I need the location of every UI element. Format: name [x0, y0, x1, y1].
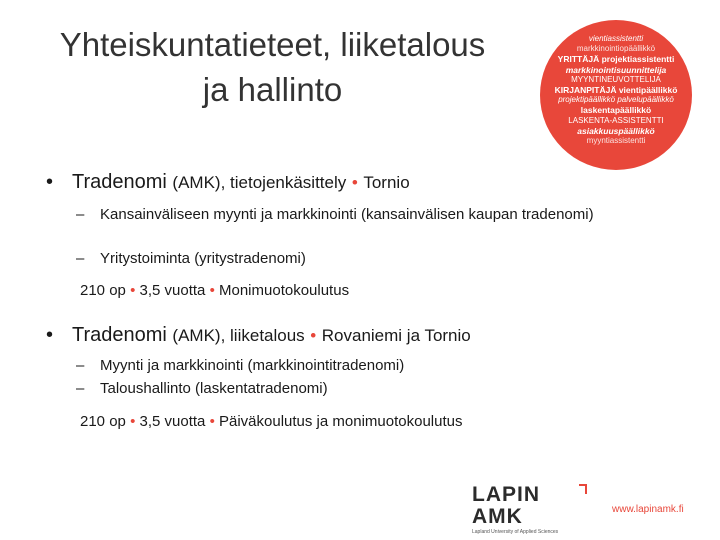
separator-dot: • — [130, 413, 136, 430]
separator-dot: • — [310, 326, 317, 345]
program-2-item-2 — [76, 378, 616, 399]
degree-field: (AMK), liiketalous — [172, 326, 305, 345]
item-text: Kansainväliseen myynti ja markkinointi (kansainvälisen kaupan tradenomi) — [100, 206, 594, 223]
program-1-info — [80, 281, 349, 301]
degree-field: (AMK), tietojenkäsittely — [172, 173, 347, 192]
item-text: Yritystoiminta (yritystradenomi) — [100, 250, 306, 267]
badge-text-block — [540, 34, 692, 146]
logo-corner-mark — [579, 484, 587, 494]
dash-mark: – — [76, 250, 85, 267]
bullet-mark: • — [46, 324, 54, 346]
badge-line: markkinointiopäällikkö — [576, 44, 656, 54]
separator-dot: • — [130, 282, 136, 299]
credits: 210 op — [80, 282, 126, 299]
item-text: Taloushallinto (laskentatradenomi) — [100, 380, 328, 397]
program-2-item-1 — [76, 355, 616, 376]
title-line-2: ja hallinto — [202, 71, 343, 108]
location: Tornio — [363, 173, 410, 192]
badge-line: KIRJANPITÄJÄ vientipäällikkö — [554, 85, 678, 96]
lapin-amk-logo — [472, 484, 584, 536]
dash-mark: – — [76, 357, 85, 374]
study-mode: Monimuotokoulutus — [219, 282, 350, 299]
program-heading-1 — [46, 170, 410, 195]
badge-line: LASKENTA-ASSISTENTTI — [568, 115, 664, 125]
dash-mark: – — [76, 206, 85, 223]
title-line-1: Yhteiskuntatieteet, liiketalous — [59, 26, 486, 63]
separator-dot: • — [351, 173, 358, 192]
program-1-item-2 — [76, 248, 616, 269]
location: Rovaniemi ja Tornio — [321, 326, 471, 345]
degree-name: Tradenomi — [72, 171, 167, 193]
badge-line: myyntiassistentti — [586, 136, 646, 146]
duration: 3,5 vuotta — [139, 282, 206, 299]
separator-dot: • — [209, 413, 215, 430]
separator-dot: • — [209, 282, 215, 299]
credits: 210 op — [80, 413, 126, 430]
dash-mark: – — [76, 380, 85, 397]
slide-title — [10, 22, 535, 112]
program-2-info — [80, 412, 462, 432]
job-titles-badge — [540, 20, 692, 170]
badge-line: markkinointisuunnittelija — [565, 64, 667, 75]
badge-line: laskentapäällikkö — [580, 105, 652, 116]
logo-subtitle: Lapland University of Applied Sciences — [472, 529, 559, 535]
study-mode: Päiväkoulutus ja monimuotokoulutus — [219, 413, 463, 430]
duration: 3,5 vuotta — [139, 413, 206, 430]
badge-line: asiakkuuspäällikkö — [577, 125, 655, 136]
badge-line: vientiassistentti — [588, 34, 644, 43]
badge-line: YRITTÄJÄ projektiassistentti — [557, 54, 675, 65]
program-1-item-1 — [76, 204, 616, 225]
bullet-mark: • — [46, 171, 54, 193]
degree-name: Tradenomi — [72, 324, 167, 346]
program-heading-2 — [46, 323, 471, 348]
badge-line: MYYNTINEUVOTTELIJA — [571, 74, 661, 84]
badge-line: projektipäällikkö palvelupäällikkö — [558, 95, 674, 105]
website-link[interactable]: www.lapinamk.fi — [612, 504, 684, 515]
logo-name: LAPIN AMK — [472, 483, 540, 528]
item-text: Myynti ja markkinointi (markkinointitradenomi) — [100, 357, 405, 374]
